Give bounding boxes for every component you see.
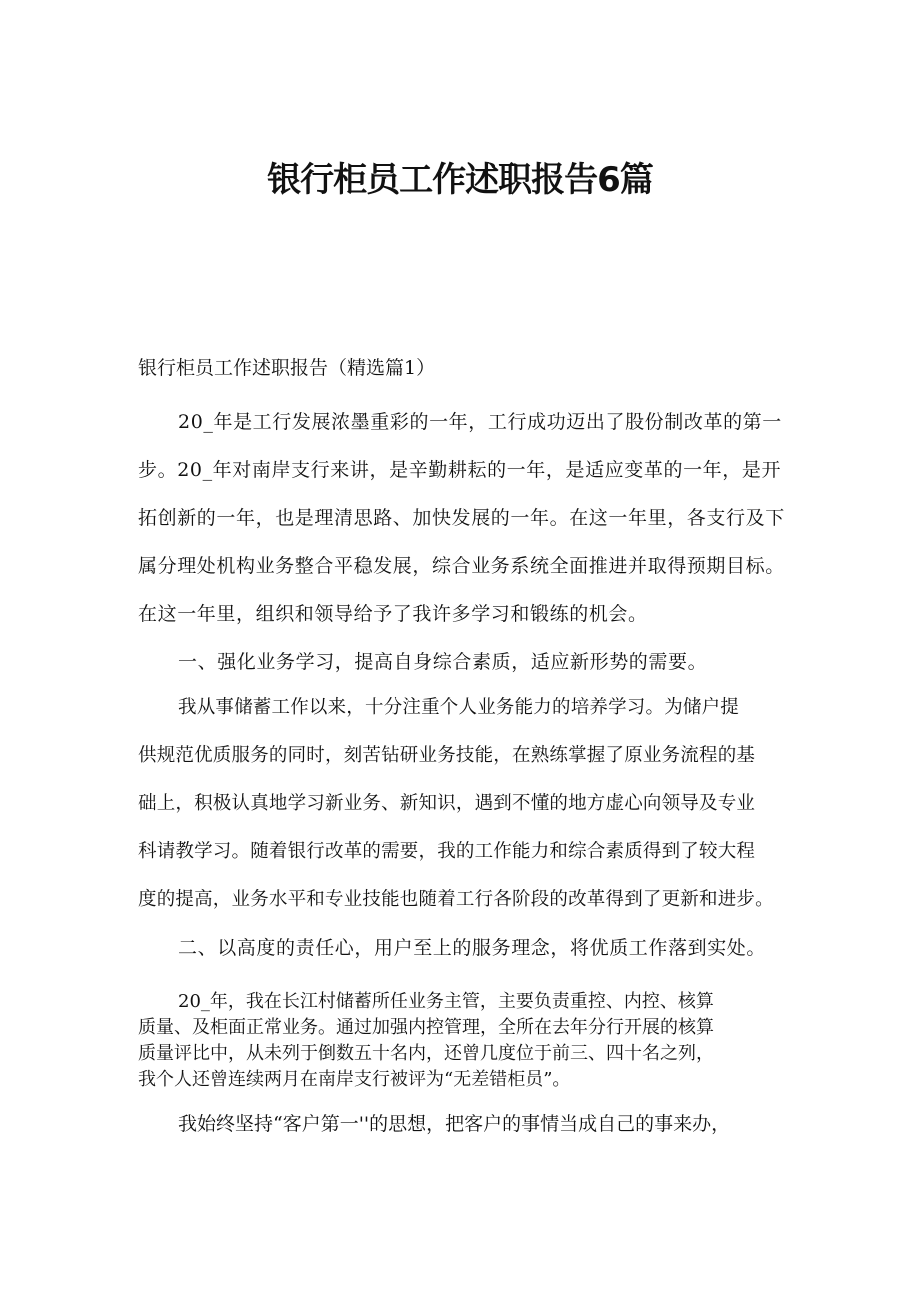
paragraph-line: 度的提高，业务水平和专业技能也随着工行各阶段的改革得到了更新和进步。 xyxy=(138,889,774,910)
paragraph-line: 20_年是工行发展浓墨重彩的一年，工行成功迈出了股份制改革的第一 xyxy=(178,411,782,433)
section-subheading: 二、以高度的责任心，用户至上的服务理念，将优质工作落到实处。 xyxy=(178,937,767,959)
paragraph-line: 科请教学习。随着银行改革的需要，我的工作能力和综合素质得到了较大程 xyxy=(138,841,756,862)
paragraph-line: 步。20_年对南岸支行来讲，是辛勤耕耘的一年，是适应变革的一年，是开 xyxy=(138,459,782,481)
paragraph-line: 我始终坚持“客户第一''的思想，把客户的事情当成自己的事来办， xyxy=(178,1113,731,1135)
paragraph-line: 质量评比中，从未列于倒数五十名内，还曾几度位于前三、四十名之列， xyxy=(138,1043,714,1064)
paragraph-line: 在这一年里，组织和领导给予了我许多学习和锻练的机会。 xyxy=(138,603,648,625)
paragraph-line: 我个人还曾连续两月在南岸支行被评为“无差错柜员”。 xyxy=(138,1069,571,1090)
section-subheading: 一、强化业务学习，提高自身综合素质，适应新形势的需要。 xyxy=(178,651,708,673)
paragraph-line: 20_年，我在长江村储蓄所任业务主管，主要负责重控、内控、核算 xyxy=(178,991,714,1012)
paragraph-line: 础上，积极认真地学习新业务、新知识，遇到不懂的地方虚心向领导及专业 xyxy=(138,793,756,814)
section-heading: 银行柜员工作述职报告（精选篇1） xyxy=(138,357,436,379)
paragraph-line: 质量、及柜面正常业务。通过加强内控管理，全所在去年分行开展的核算 xyxy=(138,1017,714,1038)
paragraph-line: 我从事储蓄工作以来，十分注重个人业务能力的培养学习。为储户提 xyxy=(178,697,740,718)
paragraph-line: 拓创新的一年，也是理清思路、加快发展的一年。在这一年里，各支行及下 xyxy=(138,507,785,529)
document-title: 银行柜员工作述职报告6篇 xyxy=(267,160,653,200)
paragraph-line: 供规范优质服务的同时，刻苦钻研业务技能，在熟练掌握了原业务流程的基 xyxy=(138,745,756,766)
paragraph-line: 属分理处机构业务整合平稳发展，综合业务系统全面推进并取得预期目标。 xyxy=(138,555,785,577)
